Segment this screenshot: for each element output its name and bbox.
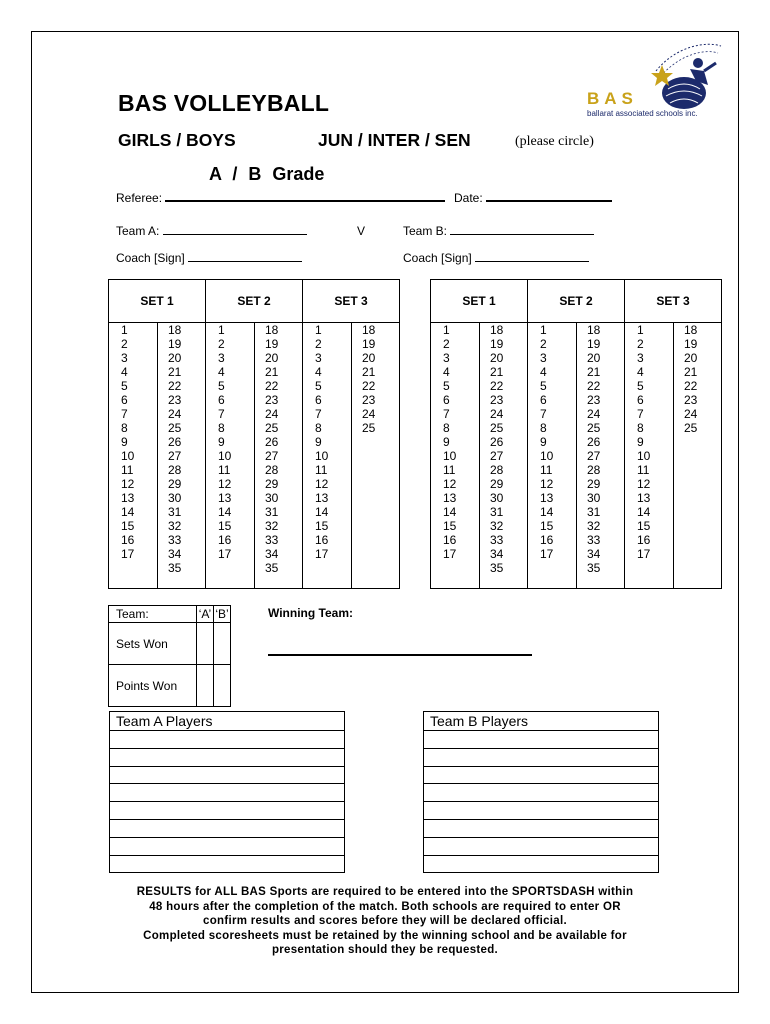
coach-b-line: [475, 261, 589, 262]
point-number[interactable]: 14: [121, 505, 135, 519]
point-number[interactable]: 27: [490, 449, 504, 463]
point-number[interactable]: 34: [265, 547, 279, 561]
point-number[interactable]: 10: [637, 449, 651, 463]
point-number[interactable]: 18: [587, 323, 601, 337]
point-number[interactable]: 21: [168, 365, 182, 379]
point-number[interactable]: 29: [168, 477, 182, 491]
point-number[interactable]: 4: [218, 365, 225, 379]
team-b-player-row[interactable]: [424, 766, 659, 784]
point-number[interactable]: 26: [265, 435, 279, 449]
team-a-player-row[interactable]: [110, 855, 345, 873]
point-number[interactable]: 23: [362, 393, 376, 407]
point-number[interactable]: 15: [121, 519, 135, 533]
team-b-player-row[interactable]: [424, 819, 659, 837]
point-number[interactable]: 25: [362, 421, 376, 435]
point-number[interactable]: 22: [168, 379, 182, 393]
point-number[interactable]: 21: [490, 365, 504, 379]
point-number[interactable]: 15: [637, 519, 651, 533]
point-number[interactable]: 25: [168, 421, 182, 435]
point-number[interactable]: 5: [540, 379, 547, 393]
team-a-player-row[interactable]: [110, 784, 345, 802]
point-number[interactable]: 18: [265, 323, 279, 337]
point-number[interactable]: 14: [443, 505, 457, 519]
point-number[interactable]: 5: [218, 379, 225, 393]
point-number[interactable]: 19: [265, 337, 279, 351]
point-number[interactable]: 15: [540, 519, 554, 533]
point-number[interactable]: 16: [315, 533, 329, 547]
grade-options: A / B Grade: [209, 164, 325, 184]
team-b-players-table: [423, 711, 659, 873]
team-a-player-row[interactable]: [110, 748, 345, 766]
division-options: JUN / INTER / SEN: [318, 130, 471, 150]
point-number[interactable]: 10: [218, 449, 232, 463]
point-number[interactable]: 6: [121, 393, 128, 407]
footer-line: 48 hours after the completion of the match. Both schools are required to enter OR: [149, 900, 621, 913]
team-a-player-row[interactable]: [110, 731, 345, 749]
team-b-player-row[interactable]: [424, 855, 659, 873]
team-a-label: Team A:: [116, 224, 160, 238]
sets-won-a-cell[interactable]: [197, 623, 214, 665]
point-number[interactable]: 32: [490, 519, 504, 533]
date-label: Date:: [454, 191, 483, 205]
point-number[interactable]: 28: [490, 463, 504, 477]
point-number[interactable]: 28: [265, 463, 279, 477]
point-number[interactable]: 31: [587, 505, 601, 519]
point-number[interactable]: 27: [587, 449, 601, 463]
point-number[interactable]: 13: [218, 491, 232, 505]
point-number[interactable]: 28: [587, 463, 601, 477]
point-number[interactable]: 15: [218, 519, 232, 533]
point-number[interactable]: 11: [540, 463, 553, 477]
team-a-player-row[interactable]: [110, 766, 345, 784]
team-a-players-table: [109, 711, 345, 873]
team-a-player-row[interactable]: [110, 802, 345, 820]
point-number[interactable]: 14: [218, 505, 232, 519]
point-number[interactable]: 12: [218, 477, 232, 491]
point-number[interactable]: 17: [540, 547, 554, 561]
point-number[interactable]: 18: [362, 323, 376, 337]
team-b-set-header: SET 3: [625, 280, 722, 323]
point-number[interactable]: 3: [637, 351, 644, 365]
summary-team-label: Team:: [109, 606, 197, 623]
team-b-field[interactable]: [403, 224, 594, 238]
point-number[interactable]: 33: [587, 533, 601, 547]
footer-instructions: [80, 885, 690, 958]
team-b-point-column: [431, 323, 480, 589]
point-number[interactable]: 10: [121, 449, 135, 463]
point-number[interactable]: 1: [315, 323, 322, 337]
point-number[interactable]: 22: [265, 379, 279, 393]
point-number[interactable]: 16: [637, 533, 651, 547]
point-number[interactable]: 8: [218, 421, 225, 435]
point-number[interactable]: 8: [443, 421, 450, 435]
team-a-point-column: [109, 323, 158, 589]
point-number[interactable]: 21: [684, 365, 698, 379]
page-title: BAS VOLLEYBALL: [118, 90, 330, 116]
point-number[interactable]: 30: [490, 491, 504, 505]
point-number[interactable]: 32: [587, 519, 601, 533]
point-number[interactable]: 5: [315, 379, 322, 393]
point-number[interactable]: 35: [587, 561, 601, 575]
point-number[interactable]: 20: [168, 351, 182, 365]
point-number[interactable]: 16: [121, 533, 135, 547]
point-number[interactable]: 25: [684, 421, 698, 435]
point-number[interactable]: 28: [168, 463, 182, 477]
referee-field[interactable]: [116, 191, 445, 205]
point-number[interactable]: 5: [637, 379, 644, 393]
bas-logo: [586, 41, 726, 121]
point-number[interactable]: 26: [490, 435, 504, 449]
footer-line: presentation should they be requested.: [271, 944, 499, 956]
versus-label: V: [357, 224, 366, 238]
team-a-set-header: SET 1: [109, 280, 206, 323]
point-number[interactable]: 35: [490, 561, 504, 575]
point-number[interactable]: 33: [265, 533, 279, 547]
point-number[interactable]: 32: [265, 519, 279, 533]
point-number[interactable]: 12: [121, 477, 135, 491]
team-a-set-header: SET 3: [303, 280, 400, 323]
logo-letters: BAS: [587, 89, 638, 108]
points-won-a-cell[interactable]: [197, 665, 214, 707]
footer-line: confirm results and scores before they will be declared official.: [203, 915, 567, 927]
point-number[interactable]: 19: [362, 337, 376, 351]
summary-col-a: ‘A’: [197, 606, 214, 623]
point-number[interactable]: 8: [121, 421, 128, 435]
point-number[interactable]: 23: [168, 393, 182, 407]
point-number[interactable]: 4: [443, 365, 450, 379]
point-number[interactable]: 17: [121, 547, 135, 561]
date-field[interactable]: [454, 191, 612, 205]
point-number[interactable]: 13: [540, 491, 554, 505]
point-number[interactable]: 1: [443, 323, 450, 337]
point-number[interactable]: 20: [587, 351, 601, 365]
point-number[interactable]: 22: [490, 379, 504, 393]
point-number[interactable]: 15: [443, 519, 457, 533]
point-number[interactable]: 12: [540, 477, 554, 491]
team-a-player-row[interactable]: [110, 819, 345, 837]
point-number[interactable]: 17: [443, 547, 457, 561]
point-number[interactable]: 8: [540, 421, 547, 435]
point-number[interactable]: 3: [218, 351, 225, 365]
point-number[interactable]: 9: [218, 435, 225, 449]
point-number[interactable]: 2: [443, 337, 450, 351]
point-number[interactable]: 11: [218, 463, 231, 477]
point-number[interactable]: 13: [315, 491, 329, 505]
point-number[interactable]: 21: [265, 365, 279, 379]
point-number[interactable]: 9: [637, 435, 644, 449]
point-number[interactable]: 29: [490, 477, 504, 491]
team-a-field[interactable]: [116, 224, 307, 238]
point-number[interactable]: 29: [587, 477, 601, 491]
referee-line: [165, 200, 445, 202]
team-b-point-column: [528, 323, 577, 589]
point-number[interactable]: 31: [168, 505, 182, 519]
footer-line: RESULTS for ALL BAS Sports are required to be entered into the SPORTSDASH within: [136, 886, 634, 898]
point-number[interactable]: 5: [121, 379, 128, 393]
point-number[interactable]: 10: [443, 449, 457, 463]
team-a-point-column: [158, 323, 206, 589]
point-number[interactable]: 16: [540, 533, 554, 547]
point-number[interactable]: 21: [587, 365, 601, 379]
point-number[interactable]: 7: [637, 407, 644, 421]
coach-a-line: [188, 261, 302, 262]
coach-a-field[interactable]: [116, 251, 302, 265]
point-number[interactable]: 4: [540, 365, 547, 379]
point-number[interactable]: 12: [443, 477, 457, 491]
coach-b-label: Coach [Sign]: [403, 251, 472, 265]
point-number[interactable]: 35: [168, 561, 182, 575]
team-b-score-table: [430, 279, 722, 589]
team-a-player-row[interactable]: [110, 837, 345, 855]
point-number[interactable]: 26: [587, 435, 601, 449]
point-number[interactable]: 23: [490, 393, 504, 407]
team-b-point-column: [625, 323, 674, 589]
point-number[interactable]: 6: [218, 393, 225, 407]
point-number[interactable]: 11: [637, 463, 650, 477]
sets-won-b-cell[interactable]: [214, 623, 231, 665]
point-number[interactable]: 1: [637, 323, 644, 337]
team-b-player-row[interactable]: [424, 748, 659, 766]
point-number[interactable]: 3: [540, 351, 547, 365]
point-number[interactable]: 12: [637, 477, 651, 491]
coach-b-field[interactable]: [403, 251, 589, 265]
point-number[interactable]: 13: [443, 491, 457, 505]
point-number[interactable]: 24: [168, 407, 182, 421]
team-a-players-heading: Team A Players: [110, 712, 345, 731]
point-number[interactable]: 21: [362, 365, 376, 379]
point-number[interactable]: 19: [684, 337, 698, 351]
point-number[interactable]: 1: [121, 323, 128, 337]
point-number[interactable]: 32: [168, 519, 182, 533]
team-b-point-column: [674, 323, 722, 589]
point-number[interactable]: 34: [587, 547, 601, 561]
points-won-label: Points Won: [109, 665, 197, 707]
point-number[interactable]: 7: [443, 407, 450, 421]
point-number[interactable]: 20: [265, 351, 279, 365]
point-number[interactable]: 7: [540, 407, 547, 421]
team-b-point-column: [577, 323, 625, 589]
logo-subtitle: ballarat associated schools inc.: [587, 109, 698, 118]
point-number[interactable]: 25: [490, 421, 504, 435]
point-number[interactable]: 16: [218, 533, 232, 547]
team-a-point-column: [206, 323, 255, 589]
point-number[interactable]: 1: [540, 323, 547, 337]
team-a-set-header: SET 2: [206, 280, 303, 323]
point-number[interactable]: 3: [443, 351, 450, 365]
point-number[interactable]: 2: [540, 337, 547, 351]
team-b-players-heading: Team B Players: [424, 712, 659, 731]
point-number[interactable]: 6: [315, 393, 322, 407]
point-number[interactable]: 15: [315, 519, 329, 533]
point-number[interactable]: 14: [637, 505, 651, 519]
point-number[interactable]: 2: [121, 337, 128, 351]
point-number[interactable]: 8: [315, 421, 322, 435]
point-number[interactable]: 13: [637, 491, 651, 505]
date-line: [486, 200, 612, 202]
point-number[interactable]: 11: [121, 463, 134, 477]
circle-note: (please circle): [515, 134, 594, 149]
point-number[interactable]: 22: [587, 379, 601, 393]
team-a-line: [163, 234, 307, 235]
point-number[interactable]: 33: [490, 533, 504, 547]
point-number[interactable]: 11: [443, 463, 456, 477]
point-number[interactable]: 30: [587, 491, 601, 505]
point-number[interactable]: 6: [540, 393, 547, 407]
point-number[interactable]: 14: [540, 505, 554, 519]
point-number[interactable]: 17: [315, 547, 329, 561]
point-number[interactable]: 19: [168, 337, 182, 351]
winning-team-label: Winning Team:: [268, 606, 353, 620]
point-number[interactable]: 26: [168, 435, 182, 449]
point-number[interactable]: 7: [218, 407, 225, 421]
point-number[interactable]: 2: [218, 337, 225, 351]
point-number[interactable]: 8: [637, 421, 644, 435]
point-number[interactable]: 30: [265, 491, 279, 505]
team-b-player-row[interactable]: [424, 837, 659, 855]
team-a-score-table: [108, 279, 400, 589]
point-number[interactable]: 2: [637, 337, 644, 351]
point-number[interactable]: 4: [637, 365, 644, 379]
point-number[interactable]: 9: [121, 435, 128, 449]
point-number[interactable]: 7: [121, 407, 128, 421]
point-number[interactable]: 18: [684, 323, 698, 337]
point-number[interactable]: 6: [637, 393, 644, 407]
footer-line: Completed scoresheets must be retained by the winning school and be available for: [143, 929, 627, 942]
team-b-label: Team B:: [403, 224, 448, 238]
point-number[interactable]: 2: [315, 337, 322, 351]
team-a-point-column: [352, 323, 400, 589]
point-number[interactable]: 25: [265, 421, 279, 435]
point-number[interactable]: 4: [121, 365, 128, 379]
point-number[interactable]: 35: [265, 561, 279, 575]
point-number[interactable]: 7: [315, 407, 322, 421]
point-number[interactable]: 10: [315, 449, 329, 463]
point-number[interactable]: 33: [168, 533, 182, 547]
point-number[interactable]: 14: [315, 505, 329, 519]
point-number[interactable]: 34: [168, 547, 182, 561]
point-number[interactable]: 18: [168, 323, 182, 337]
point-number[interactable]: 10: [540, 449, 554, 463]
point-number[interactable]: 20: [362, 351, 376, 365]
point-number[interactable]: 25: [587, 421, 601, 435]
point-number[interactable]: 31: [490, 505, 504, 519]
point-number[interactable]: 20: [684, 351, 698, 365]
point-number[interactable]: 29: [265, 477, 279, 491]
point-number[interactable]: 9: [540, 435, 547, 449]
team-b-set-header: SET 1: [431, 280, 528, 323]
point-number[interactable]: 4: [315, 365, 322, 379]
point-number[interactable]: 1: [218, 323, 225, 337]
point-number[interactable]: 22: [684, 379, 698, 393]
point-number[interactable]: 31: [265, 505, 279, 519]
point-number[interactable]: 22: [362, 379, 376, 393]
summary-col-b: ‘B’: [215, 607, 229, 621]
point-number[interactable]: 5: [443, 379, 450, 393]
team-b-point-column: [480, 323, 528, 589]
point-number[interactable]: 24: [265, 407, 279, 421]
results-summary-table: [108, 605, 231, 707]
team-a-point-column: [255, 323, 303, 589]
team-a-point-column: [303, 323, 352, 589]
referee-label: Referee:: [116, 191, 163, 205]
point-number[interactable]: 6: [443, 393, 450, 407]
point-number[interactable]: 18: [490, 323, 504, 337]
point-number[interactable]: 13: [121, 491, 135, 505]
point-number[interactable]: 24: [684, 407, 698, 421]
point-number[interactable]: 24: [587, 407, 601, 421]
point-number[interactable]: 23: [684, 393, 698, 407]
point-number[interactable]: 17: [637, 547, 651, 561]
point-number[interactable]: 12: [315, 477, 329, 491]
point-number[interactable]: 3: [121, 351, 128, 365]
coach-a-label: Coach [Sign]: [116, 251, 185, 265]
points-won-b-cell[interactable]: [214, 665, 231, 707]
gender-options: GIRLS / BOYS: [118, 130, 236, 150]
point-number[interactable]: 11: [315, 463, 328, 477]
team-b-player-row[interactable]: [424, 784, 659, 802]
point-number[interactable]: 16: [443, 533, 457, 547]
point-number[interactable]: 19: [490, 337, 504, 351]
point-number[interactable]: 9: [443, 435, 450, 449]
point-number[interactable]: 9: [315, 435, 322, 449]
point-number[interactable]: 3: [315, 351, 322, 365]
point-number[interactable]: 23: [587, 393, 601, 407]
point-number[interactable]: 19: [587, 337, 601, 351]
point-number[interactable]: 24: [490, 407, 504, 421]
point-number[interactable]: 24: [362, 407, 376, 421]
point-number[interactable]: 27: [265, 449, 279, 463]
point-number[interactable]: 23: [265, 393, 279, 407]
team-b-player-row[interactable]: [424, 802, 659, 820]
sets-won-label: Sets Won: [109, 623, 197, 665]
point-number[interactable]: 27: [168, 449, 182, 463]
point-number[interactable]: 34: [490, 547, 504, 561]
team-b-set-header: SET 2: [528, 280, 625, 323]
point-number[interactable]: 20: [490, 351, 504, 365]
point-number[interactable]: 30: [168, 491, 182, 505]
winning-team-line[interactable]: [268, 654, 532, 656]
team-b-player-row[interactable]: [424, 731, 659, 749]
point-number[interactable]: 17: [218, 547, 232, 561]
team-b-line: [450, 234, 594, 235]
